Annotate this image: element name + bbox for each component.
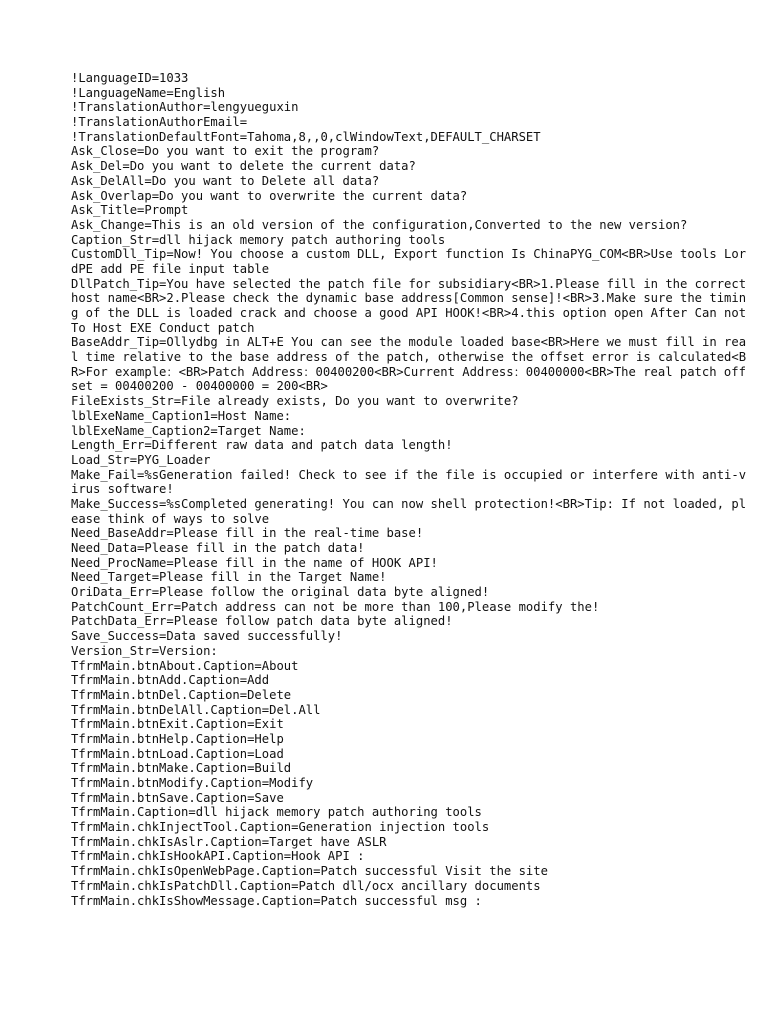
text-line: TfrmMain.Caption=dll hijack memory patch authoring tools — [71, 805, 482, 820]
text-line: TfrmMain.btnModify.Caption=Modify — [71, 776, 314, 790]
text-line: TfrmMain.chkIsPatchDll.Caption=Patch dll/ocx ancillary documents — [71, 878, 541, 893]
text-line: Need_Data=Please fill in the patch data! — [71, 541, 365, 555]
text-line: Ask_Title=Prompt — [71, 203, 189, 218]
text-line: OriData_Err=Please follow the original data byte aligned! — [71, 585, 490, 600]
text-line: !LanguageName=English — [71, 85, 226, 100]
text-line: Ask_Overlap=Do you want to overwrite the current data? — [71, 188, 468, 203]
text-line: Load_Str=PYG_Loader — [71, 452, 211, 467]
text-line: Caption_Str=dll hijack memory patch authoring tools — [71, 232, 446, 247]
text-line: !TranslationAuthorEmail= — [71, 115, 248, 130]
text-line: TfrmMain.chkIsOpenWebPage.Caption=Patch successful Visit the site — [71, 864, 548, 879]
text-line: TfrmMain.btnDelAll.Caption=Del.All — [71, 702, 321, 717]
text-line: TfrmMain.chkIsAslr.Caption=Target have ASLR — [71, 834, 387, 849]
text-line: Need_ProcName=Please fill in the name of HOOK API! — [71, 555, 438, 570]
text-line: TfrmMain.btnAdd.Caption=Add — [71, 673, 270, 688]
text-line: DllPatch_Tip=You have selected the patch file for subsidiary<BR>1.Please fill in the correct host name<BR>2.Please check the dynamic base address[Common sense]!<BR>3.Make sure the timing of the DLL is loaded crack and choose a good API HOOK!<BR>4.this option open After Can not To Host EXE Conduct patch — [71, 276, 754, 335]
text-line: lblExeName_Caption1=Host Name: — [71, 408, 292, 423]
text-line: TfrmMain.btnMake.Caption=Build — [71, 761, 292, 776]
text-line: TfrmMain.btnDel.Caption=Delete — [71, 687, 292, 702]
text-line: Version_Str=Version: — [71, 643, 218, 658]
text-line: TfrmMain.btnLoad.Caption=Load — [71, 746, 284, 761]
text-line: !TranslationAuthor=lengyueguxin — [71, 100, 299, 115]
text-line: Length_Err=Different raw data and patch data length! — [71, 438, 453, 453]
text-line: Save_Success=Data saved successfully! — [71, 629, 343, 644]
text-line: TfrmMain.chkIsHookAPI.Caption=Hook API : — [71, 849, 365, 864]
document-page — [71, 71, 754, 908]
text-line: TfrmMain.chkInjectTool.Caption=Generation injection tools — [71, 820, 490, 835]
text-line: PatchCount_Err=Patch address can not be more than 100,Please modify the! — [71, 599, 600, 614]
text-line: Ask_DelAll=Do you want to Delete all data? — [71, 173, 380, 188]
text-line: Ask_Del=Do you want to delete the current data? — [71, 159, 416, 174]
text-line: TfrmMain.btnExit.Caption=Exit — [71, 717, 284, 732]
text-line: TfrmMain.btnAbout.Caption=About — [71, 658, 299, 673]
text-line: BaseAddr_Tip=Ollydbg in ALT+E You can see the module loaded base<BR>Here we must fill in real time relative to the base address of the patch, otherwise the offset error is calculated<BR>For example：<BR>Patch Address：00400200<BR>Current Address：00400000<BR>The real patch offset = 00400200 - 00400000 = 200<BR> — [71, 335, 747, 394]
text-line: lblExeName_Caption2=Target Name: — [71, 423, 306, 438]
text-line: Make_Success=%sCompleted generating! You can now shell protection!<BR>Tip: If not loaded, please think of ways to solve — [71, 496, 747, 526]
text-line: TfrmMain.btnSave.Caption=Save — [71, 790, 284, 805]
text-line: TfrmMain.btnHelp.Caption=Help — [71, 731, 284, 746]
text-line: FileExists_Str=File already exists, Do you want to overwrite? — [71, 394, 519, 409]
text-line: !TranslationDefaultFont=Tahoma,8,,0,clWindowText,DEFAULT_CHARSET — [71, 129, 541, 144]
text-line: Need_Target=Please fill in the Target Name! — [71, 570, 387, 585]
text-line: Ask_Change=This is an old version of the configuration,Converted to the new version? — [71, 217, 688, 232]
text-line: !LanguageID=1033 — [71, 71, 189, 85]
text-line: CustomDll_Tip=Now! You choose a custom DLL, Export function Is ChinaPYG_COM<BR>Use tools LordPE add PE file input table — [71, 247, 747, 276]
text-line: TfrmMain.chkIsShowMessage.Caption=Patch successful msg : — [71, 893, 482, 908]
text-line: Ask_Close=Do you want to exit the program? — [71, 144, 380, 159]
text-line: Need_BaseAddr=Please fill in the real-time base! — [71, 526, 424, 541]
text-line: Make_Fail=%sGeneration failed! Check to see if the file is occupied or interfere with anti-virus software! — [71, 467, 747, 497]
text-line: PatchData_Err=Please follow patch data byte aligned! — [71, 614, 453, 629]
